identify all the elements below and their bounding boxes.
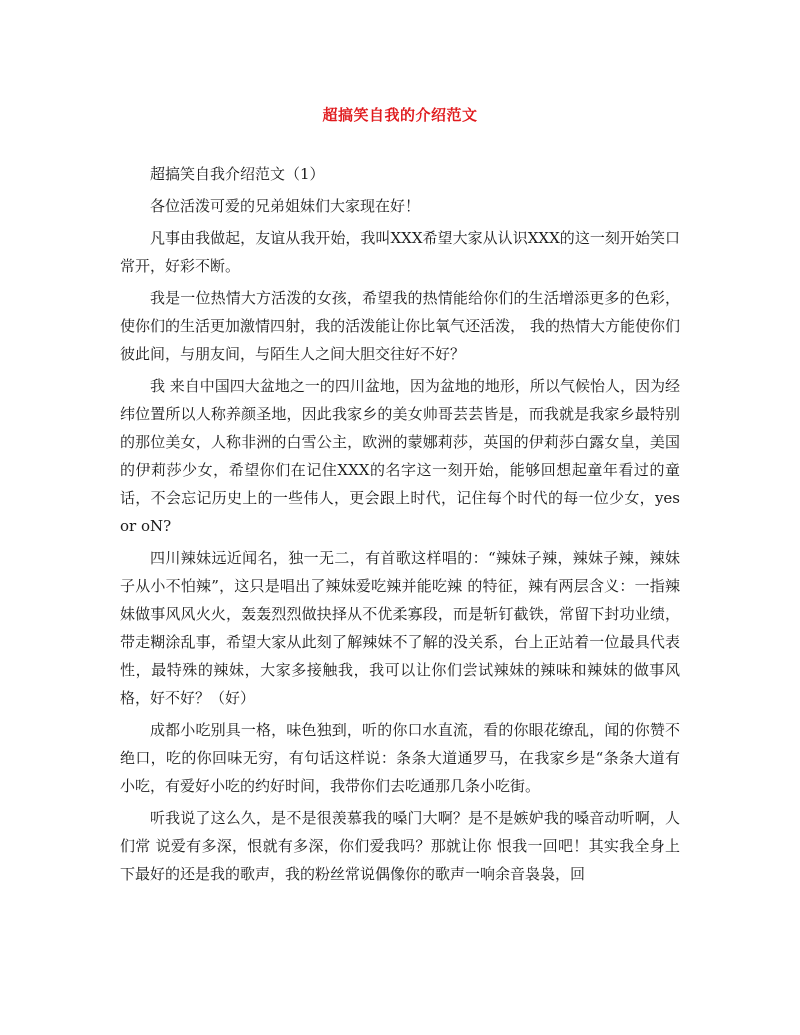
section-heading: 超搞笑自我介绍范文（1）: [150, 165, 325, 183]
paragraph-1: 各位活泼可爱的兄弟姐妹们大家现在好！: [150, 197, 421, 215]
paragraph-5: 四川辣妹远近闻名，独一无二，有首歌这样唱的：“辣妹子辣，辣妹子辣，辣妹子从小不怕辣”，这只是唱出了辣妹爱吃辣并能吃辣 的特征，辣有两层含义：一指辣妹做事风风火火，轰轰烈烈做抉择从不优柔寡段，而是斩钉截铁，常留下封功业绩，带走糊涂乱事，希望大家从此刻了解辣妹不了解的没关系，台上正站着一位最具代表性，最特殊的辣妹，大家多接触我，我可以让你们尝试辣妹的辣味和辣妹的做事风格，好不好？（好）: [120, 549, 680, 707]
paragraph-6: 成都小吃别具一格，味色独到，听的你口水直流，看的你眼花缭乱，闻的你赞不绝口，吃的你回味无穷，有句话这样说：条条大道通罗马，在我家乡是“条条大道有小吃，有爱好小吃的约好时间，我带你们去吃通那几条小吃街。: [120, 721, 680, 795]
paragraph-7: 听我说了这么久，是不是很羡慕我的嗓门大啊？是不是嫉妒我的嗓音动听啊，人们常 说爱有多深，恨就有多深，你们爱我吗？那就让你 恨我一回吧！其实我全身上下最好的还是我的歌声，我的粉丝常说偶像你的歌声一响余音袅袅，回: [120, 809, 680, 883]
document-body: [120, 160, 680, 892]
paragraph-3: 我是一位热情大方活泼的女孩，希望我的热情能给你们的生活增添更多的色彩，使你们的生活更加激情四射，我的活泼能让你比氧气还活泼， 我的热情大方能使你们彼此间，与朋友间，与陌生人之间大胆交往好不好？: [120, 289, 680, 363]
paragraph-2: 凡事由我做起，友谊从我开始，我叫XXX希望大家从认识XXX的这一刻开始笑口常开，好彩不断。: [120, 229, 680, 275]
paragraph-4: 我 来自中国四大盆地之一的四川盆地，因为盆地的地形，所以气候怡人，因为经纬位置所以人称养颜圣地，因此我家乡的美女帅哥芸芸皆是，而我就是我家乡最特别的那位美女，人称非洲的白雪公主，欧洲的蒙娜莉莎，英国的伊莉莎白露女皇，美国的伊莉莎少女，希望你们在记住XXX的名字这一刻开始，能够回想起童年看过的童话，不会忘记历史上的一些伟人，更会跟上时代，记住每个时代的每一位少女，yes or oN?: [120, 377, 680, 535]
document-title: 超搞笑自我的介绍范文: [322, 106, 478, 124]
